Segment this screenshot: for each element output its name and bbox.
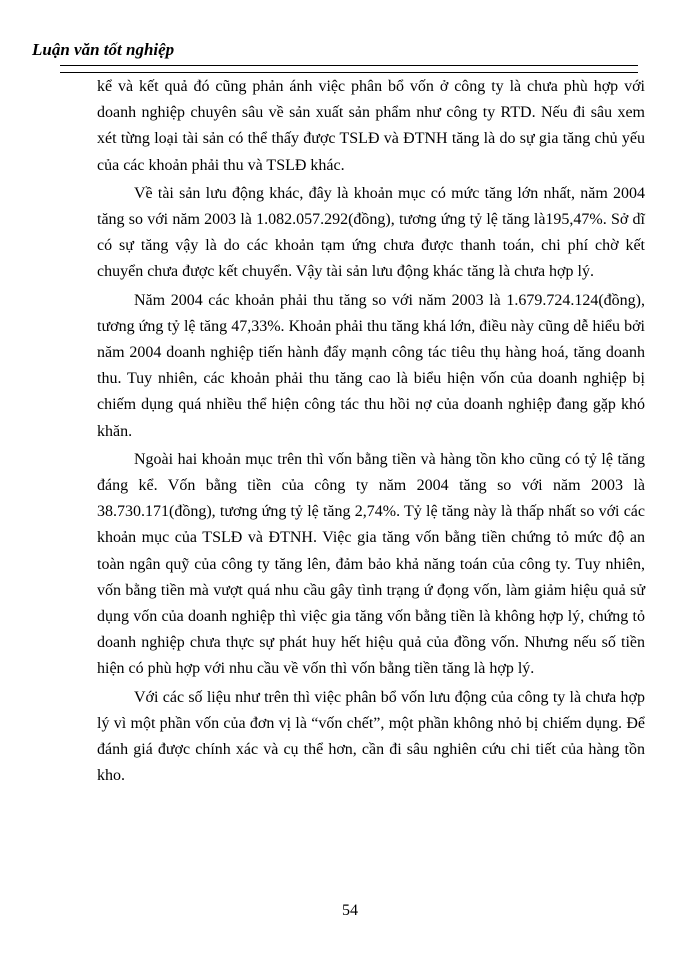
paragraph-conclusion: Với các số liệu như trên thì việc phân bổ vốn lưu động của công ty là chưa hợp lý vì một phần vốn của đơn vị là “vốn chết”, một phần không nhỏ bị chiếm dụng. Để đánh giá được chính xác và cụ thể hơn, cần đi sâu nghiên cứu chi tiết của hàng tồn kho. bbox=[97, 688, 645, 785]
document-header-title: Luận văn tốt nghiệp bbox=[32, 40, 175, 59]
paragraph-receivables: Năm 2004 các khoản phải thu tăng so với năm 2003 là 1.679.724.124(đồng), tương ứng tỷ lệ tăng 47,33%. Khoản phải thu tăng khá lớn, điều này cũng dễ hiểu bởi năm 2004 doanh nghiệp tiến hành đẩy mạnh công tác tiêu thụ hàng hoá, tăng doanh thu. Tuy nhiên, các khoản phải thu tăng cao là biểu hiện vốn của doanh nghiệp bị chiếm dụng quá nhiều thể hiện công tác thu hồi nợ của doanh nghiệp đang gặp khó khăn. bbox=[97, 291, 645, 440]
header-double-rule bbox=[60, 65, 638, 73]
paragraph-cash-and-inventory: Ngoài hai khoản mục trên thì vốn bằng tiền và hàng tồn kho cũng có tỷ lệ tăng đáng kể. Vốn bằng tiền của công ty năm 2004 tăng so với năm 2003 là 38.730.171(đồng), tương ứng tỷ lệ tăng 2,74%. Tỷ lệ tăng này là thấp nhất so với các khoản mục của TSLĐ và ĐTNH. Việc gia tăng vốn bằng tiền chứng tỏ mức độ an toàn ngân quỹ của công ty tăng lên, đảm bảo khả năng toán của công ty. Tuy nhiên, vốn bằng tiền mà vượt quá nhu cầu gây tình trạng ứ đọng vốn, làm giảm hiệu quả sử dụng vốn của doanh nghiệp thì việc gia tăng vốn bằng tiền là không hợp lý, chứng tỏ doanh nghiệp chưa thực sự phát huy hết hiệu quả của đồng vốn. Nhưng nếu số tiền hiện có phù hợp với nhu cầu về vốn thì vốn bằng tiền tăng là hợp lý. bbox=[97, 450, 645, 678]
paragraph-continuation: kể và kết quả đó cũng phản ánh việc phân bổ vốn ở công ty là chưa phù hợp với doanh nghiệp chuyên sâu về sản xuất sản phẩm như công ty RTD. Nếu đi sâu xem xét từng loại tài sản có thể thấy được TSLĐ và ĐTNH tăng là do sự gia tăng chủ yếu của các khoản phải thu và TSLĐ khác. bbox=[97, 78, 645, 174]
paragraph-other-current-assets: Về tài sản lưu động khác, đây là khoản mục có mức tăng lớn nhất, năm 2004 tăng so với năm 2003 là 1.082.057.292(đồng), tương ứng tỷ lệ tăng là195,47%. Sở dĩ có sự tăng vậy là do các khoản tạm ứng chưa được thanh toán, chi phí chờ kết chuyển chưa được kết chuyển. Vậy tài sản lưu động khác tăng là chưa hợp lý. bbox=[97, 184, 645, 281]
page-number: 54 bbox=[342, 902, 358, 919]
document-body bbox=[97, 74, 645, 791]
